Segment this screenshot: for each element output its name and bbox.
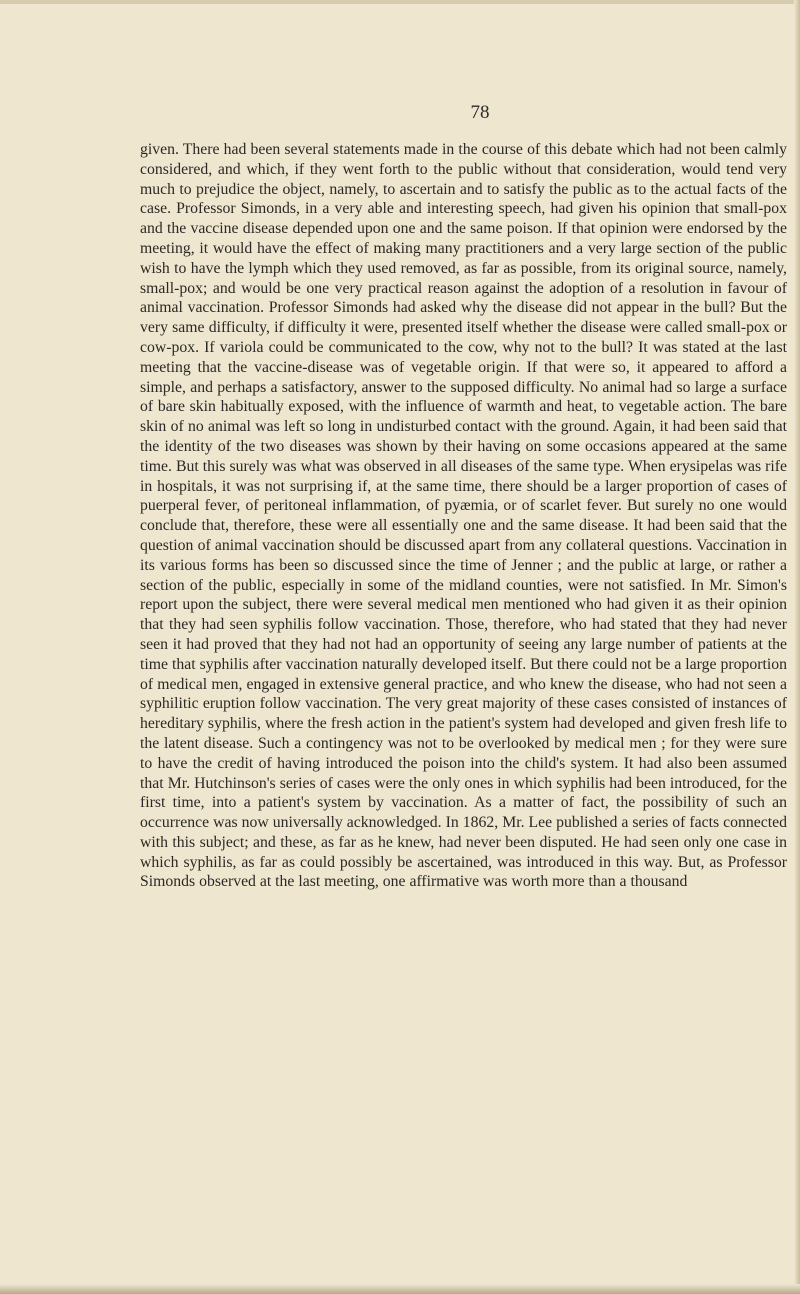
- page-number: 78: [470, 102, 490, 123]
- body-paragraph: given. There had been several statements made in the course of this debate which had not been calmly considered, and which, if they went forth to the public without that consideration, would tend very much to prejudice the object, namely, to ascertain and to satisfy the public as to the actual facts of the case. Professor Simonds, in a very able and interesting speech, had given his opinion that small-pox and the vaccine disease depended upon one and the same poison. If that opinion were endorsed by the meeting, it would have the effect of making many practitioners and a very large section of the public wish to have the lymph which they used removed, as far as possible, from its original source, namely, small-pox; and would be one very practical reason against the adoption of a resolution in favour of animal vaccination. Professor Simonds had asked why the disease did not appear in the bull? But the very same difficulty, if difficulty it were, presented itself whether the disease were called small-pox or cow-pox. If variola could be communicated to the cow, why not to the bull? It was stated at the last meeting that the vaccine-disease was of vegetable origin. If that were so, it appeared to afford a simple, and perhaps a satisfactory, answer to the supposed difficulty. No animal had so large a surface of bare skin habitually exposed, with the influence of warmth and heat, to vegetable action. The bare skin of no animal was left so long in undisturbed contact with the ground. Again, it had been said that the identity of the two diseases was shown by their having on some occasions appeared at the same time. But this surely was what was observed in all diseases of the same type. When erysipelas was rife in hospitals, it was not surprising if, at the same time, there should be a larger proportion of cases of puerperal fever, of peritoneal inflammation, of pyæmia, or of scarlet fever. But surely no one would conclude that, therefore, these were all essentially one and the same disease. It had been said that the question of animal vaccination should be discussed apart from any collateral questions. Vaccination in its various forms has been so discussed since the time of Jenner ; and the public at large, or rather a section of the public, especially in some of the midland counties, were not satisfied. In Mr. Simon's report upon the subject, there were several medical men mentioned who had given it as their opinion that they had seen syphilis follow vaccination. Those, therefore, who had stated that they had never seen it had proved that they had not had an opportunity of seeing any large number of patients at the time that syphilis after vaccination naturally developed itself. But there could not be a large proportion of medical men, engaged in extensive general practice, and who knew the disease, who had not seen a syphilitic eruption follow vaccination. The very great majority of these cases consisted of instances of hereditary syphilis, where the fresh action in the patient's system had developed and given fresh life to the latent disease. Such a contingency was not to be overlooked by medical men ; for they were sure to have the credit of having introduced the poison into the child's system. It had also been assumed that Mr. Hutchinson's series of cases were the only ones in which syphilis had been introduced, for the first time, into a patient's system by vaccination. As a matter of fact, the possibility of such an occurrence was now universally acknowledged. In 1862, Mr. Lee published a series of facts connected with this subject; and these, as far as he knew, had never been disputed. He had seen only one case in which syphilis, as far as could possibly be ascertained, was introduced in this way. But, as Professor Simonds observed at the last meeting, one affirmative was worth more than a thousand: [140, 141, 787, 891]
- page-right-edge: [794, 0, 800, 1294]
- page-top-edge: [0, 0, 800, 4]
